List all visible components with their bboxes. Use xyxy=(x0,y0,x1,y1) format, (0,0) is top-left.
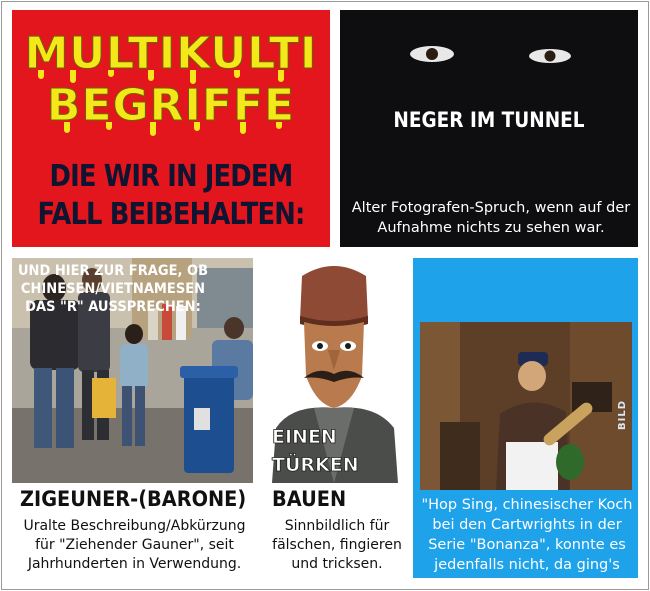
gypsy-description: Uralte Beschreibung/Abkürzung für "Ziehender Gauner", seit Jahrhunderten in Verwendung. xyxy=(23,518,246,572)
turk-overlay-line1: EINEN xyxy=(272,426,337,448)
turk-overlay-line2: TÜRKEN xyxy=(272,454,359,476)
gypsy-title: ZIGEUNER-(BARONE) xyxy=(20,487,247,511)
tunnel-panel xyxy=(340,10,638,247)
turk-title: BAUEN xyxy=(272,487,347,511)
tunnel-title: NEGER IM TUNNEL xyxy=(393,108,585,132)
title-panel xyxy=(12,10,330,247)
tv-cook-photo xyxy=(420,322,632,490)
tunnel-description: Alter Fotografen-Spruch, wenn auf der Aufnahme nichts zu sehen war. xyxy=(351,200,631,236)
eyes-in-dark-image xyxy=(340,10,638,80)
dripping-paint-decoration-2 xyxy=(54,122,288,136)
subheadline-line1: DIE WIR IN JEDEM xyxy=(49,159,293,194)
turk-description: Sinnbildlich für fälschen, fingieren und tricksen. xyxy=(272,518,402,572)
carved-bust-photo xyxy=(262,258,408,483)
chinese-heading-line2: CHINESEN/VIETNAMESEN xyxy=(20,281,206,297)
photo-watermark: BILD xyxy=(617,399,628,430)
subheadline-line2: FALL BEIBEHALTEN: xyxy=(37,197,305,232)
headline-line1: MULTIKULTI xyxy=(24,28,318,79)
headline-line2: BEGRIFFE xyxy=(46,80,296,131)
chinese-heading-line3: DAS "R" AUSSPRECHEN: xyxy=(25,299,201,315)
chinese-heading-line1: UND HIER ZUR FRAGE, OB xyxy=(17,263,209,279)
chinese-description: "Hop Sing, chinesischer Koch bei den Cartwrights in der Serie "Bonanza", konnte es jedenfalls nicht, da ging's los! xyxy=(421,497,633,591)
